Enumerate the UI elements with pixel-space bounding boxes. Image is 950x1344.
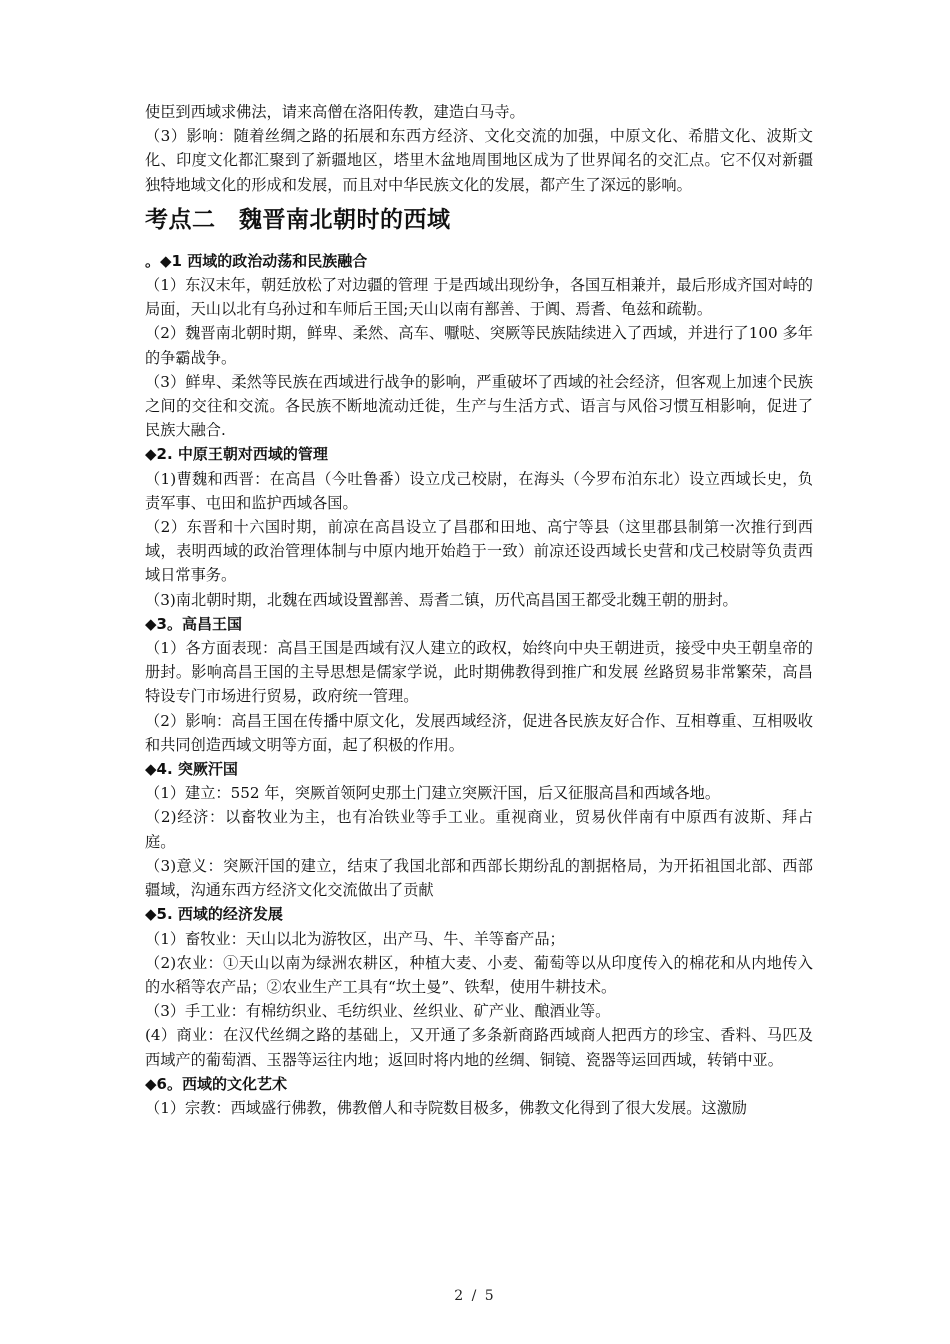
s3-paragraph-1: （1）各方面表现：高昌王国是西域有汉人建立的政权，始终向中央王朝进贡，接受中央王朝皇帝的册封。影响高昌王国的主导思想是儒家学说，此时期佛教得到推广和发展 丝路贸易非常繁荣，高昌特设专门市场进行贸易，政府统一管理。	[145, 639, 813, 706]
s2-heading: ◆2. 中原王朝对西域的管理	[145, 445, 328, 464]
s6-heading: ◆6。西域的文化艺术	[145, 1074, 287, 1093]
s1-paragraph-3: （3）鲜卑、柔然等民族在西域进行战争的影响，严重破坏了西域的社会经济，但客观上加速个民族之间的交往和交流。各民族不断地流动迁徙，生产与生活方式、语言与风俗习惯互相影响，促进了民族大融合.	[145, 372, 813, 440]
document-body	[145, 100, 813, 1120]
section-title: 考点二 魏晋南北朝时的西域	[145, 206, 451, 233]
s3-paragraph-2: （2）影响：高昌王国在传播中原文化，发展西域经济，促进各民族友好合作、互相尊重、互相吸收和共同创造西域文明等方面，起了积极的作用。	[145, 711, 813, 754]
s5-paragraph-2: （2)农业：①天山以南为绿洲农耕区，种植大麦、小麦、葡萄等以从印度传入的棉花和从内地传入的水稻等农产品；②农业生产工具有“坎土曼”、铁犁，使用牛耕技术。	[145, 953, 813, 996]
s1-paragraph-1: （1）东汉末年，朝廷放松了对边疆的管理 于是西域出现纷争，各国互相兼并，最后形成齐国对峙的局面，天山以北有乌孙过和车师后王国;天山以南有鄯善、于阗、焉耆、龟兹和疏勒。	[145, 276, 813, 319]
s5-paragraph-1: （1）畜牧业：天山以北为游牧区，出产马、牛、羊等畜产品；	[145, 929, 565, 948]
s2-paragraph-1: （1)曹魏和西晋：在高昌（今吐鲁番）设立戊己校尉，在海头（今罗布泊东北）设立西域长史，负责军事、屯田和监护西域各国。	[145, 469, 813, 512]
intro-paragraph-1: 使臣到西域求佛法，请来高僧在洛阳传教，建造白马寺。	[145, 103, 525, 121]
s1-paragraph-2: （2）魏晋南北朝时期，鲜卑、柔然、高车、嚈哒、突厥等民族陆续进入了西域，并进行了100 多年的争霸战争。	[145, 324, 813, 367]
s4-heading: ◆4. 突厥汗国	[145, 760, 238, 779]
s2-paragraph-3: （3)南北朝时期，北魏在西域设置鄯善、焉耆二镇，历代高昌国王都受北魏王朝的册封。	[145, 590, 738, 609]
s2-paragraph-2: （2）东晋和十六国时期，前凉在高昌设立了昌郡和田地、高宁等县（这里郡县制第一次推行到西域，表明西域的政治管理体制与中原内地开始趋于一致）前凉还设西域长史营和戊己校尉等负责西域日常事务。	[145, 518, 813, 585]
s5-paragraph-3: （3）手工业：有棉纺织业、毛纺织业、丝织业、矿产业、酿酒业等。	[145, 1002, 611, 1021]
s3-heading: ◆3。高昌王国	[145, 614, 242, 633]
page-number: 2 / 5	[454, 1288, 496, 1304]
s4-paragraph-2: （2)经济：以畜牧业为主，也有冶铁业等手工业。重视商业，贸易伙伴南有中原西有波斯、拜占庭。	[145, 808, 813, 851]
s5-heading: ◆5. 西域的经济发展	[145, 905, 283, 924]
s4-paragraph-1: （1）建立：552 年，突厥首领阿史那土门建立突厥汗国，后又征服高昌和西域各地。	[145, 784, 721, 803]
s4-paragraph-3: （3)意义：突厥汗国的建立，结束了我国北部和西部长期纷乱的割据格局，为开拓祖国北部、西部疆域，沟通东西方经济文化交流做出了贡献	[145, 856, 813, 900]
s1-heading: 。◆1 西域的政治动荡和民族融合	[145, 251, 368, 270]
s5-paragraph-4: (4）商业：在汉代丝绸之路的基础上，又开通了多条新商路西域商人把西方的珍宝、香料、马匹及西域产的葡萄酒、玉器等运往内地；返回时将内地的丝绸、铜镜、瓷器等运回西域，转销中亚。	[145, 1026, 813, 1069]
s6-paragraph-1: （1）宗教：西域盛行佛教，佛教僧人和寺院数目极多，佛教文化得到了很大发展。这激励	[145, 1098, 747, 1117]
intro-paragraph-2: （3）影响：随着丝绸之路的拓展和东西方经济、文化交流的加强，中原文化、希腊文化、波斯文化、印度文化都汇聚到了新疆地区，塔里木盆地周围地区成为了世界闻名的交汇点。它不仅对新疆独特地域文化的形成和发展，而且对中华民族文化的发展，都产生了深远的影响。	[145, 127, 813, 194]
